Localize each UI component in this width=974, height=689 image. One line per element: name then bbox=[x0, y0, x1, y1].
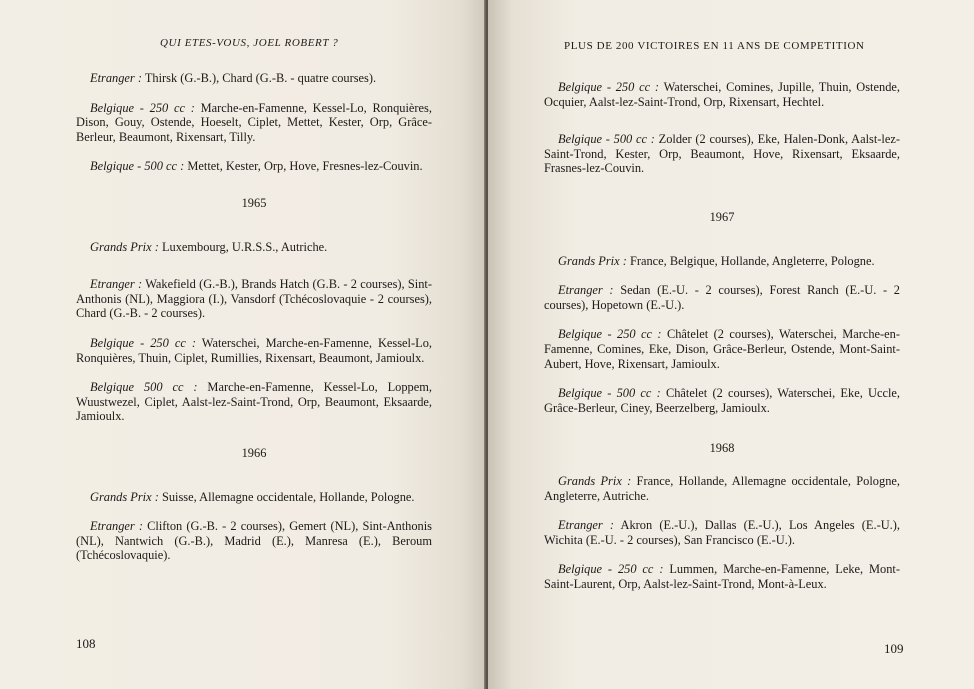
entry-text: France, Hollande, Allemagne occidentale, Pologne, Angleterre, Autriche. bbox=[544, 473, 900, 503]
entry-paragraph bbox=[544, 132, 900, 176]
year-heading-1967: 1967 bbox=[709, 209, 735, 224]
entry-paragraph bbox=[544, 474, 900, 503]
entry-paragraph bbox=[76, 159, 432, 174]
entry-text: Akron (E.-U.), Dallas (E.-U.), Los Angeles (E.-U.), Wichita (E.-U. - 2 courses), San Francisco (E.-U.). bbox=[544, 518, 900, 547]
entry-paragraph bbox=[76, 336, 432, 365]
entry-text: France, Belgique, Hollande, Angleterre, Pologne. bbox=[626, 253, 875, 268]
entry-label: Etranger : bbox=[90, 277, 143, 292]
entry-paragraph bbox=[76, 519, 432, 563]
entry-label: Grands Prix : bbox=[558, 473, 632, 488]
entry-text: Châtelet (2 courses), Waterschei, Marche-en-Famenne, Comines, Eke, Dison, Grâce-Berleur, Ostende, Mont-Saint-Aubert, Hove, Rixensart, Jamioulx. bbox=[544, 327, 900, 371]
year-heading-1965: 1965 bbox=[241, 195, 267, 210]
entry-paragraph bbox=[76, 490, 432, 505]
entry-label: Etranger : bbox=[90, 71, 142, 85]
entry-text: Clifton (G.-B. - 2 courses), Gemert (NL), Sint-Anthonis (NL), Nantwich (G.-B.), Madrid (E.), Manresa (E.), Beroum (Tchécoslovaquie). bbox=[76, 519, 433, 563]
entry-label: Belgique - 500 cc : bbox=[558, 132, 655, 147]
entry-paragraph bbox=[544, 562, 900, 591]
entry-paragraph bbox=[544, 386, 900, 415]
entry-label: Belgique - 250 cc : bbox=[558, 327, 662, 342]
entry-paragraph bbox=[76, 101, 432, 145]
entry-text: Châtelet (2 courses), Waterschei, Eke, Uccle, Grâce-Berleur, Ciney, Beerzelberg, Jamioulx. bbox=[544, 386, 900, 415]
entry-label: Grands Prix : bbox=[90, 239, 159, 254]
left-running-head: QUI ETES-VOUS, JOEL ROBERT ? bbox=[160, 37, 339, 49]
entry-text: Waterschei, Comines, Jupille, Thuin, Ostende, Ocquier, Aalst-lez-Saint-Trond, Orp, Rixensart, Hechtel. bbox=[544, 80, 900, 109]
entry-paragraph bbox=[544, 283, 900, 312]
year-heading-1966: 1966 bbox=[241, 445, 267, 460]
entry-label: Grands Prix : bbox=[90, 489, 159, 504]
right-page-body bbox=[544, 80, 900, 606]
entry-label: Etranger : bbox=[558, 518, 615, 533]
entry-paragraph bbox=[544, 254, 900, 269]
entry-paragraph bbox=[76, 277, 432, 321]
left-page-number: 108 bbox=[76, 636, 96, 651]
entry-label: Grands Prix : bbox=[558, 253, 627, 268]
entry-text: Thirsk (G.-B.), Chard (G.-B. - quatre courses). bbox=[141, 71, 377, 85]
left-page-body bbox=[76, 71, 432, 578]
entry-text: Sedan (E.-U. - 2 courses), Forest Ranch (E.-U. - 2 courses), Hopetown (E.-U.). bbox=[544, 283, 900, 312]
entry-label: Belgique - 250 cc : bbox=[90, 100, 195, 115]
entry-paragraph bbox=[76, 240, 432, 255]
entry-label: Belgique 500 cc : bbox=[90, 380, 198, 395]
entry-text: Suisse, Allemagne occidentale, Hollande, Pologne. bbox=[158, 489, 415, 504]
right-running-head: PLUS DE 200 VICTOIRES EN 11 ANS DE COMPETITION bbox=[564, 40, 865, 52]
entry-label: Etranger : bbox=[90, 519, 143, 534]
entry-label: Belgique - 500 cc : bbox=[558, 386, 661, 401]
left-page bbox=[0, 0, 486, 689]
entry-text: Wakefield (G.-B.), Brands Hatch (G.B. - 2 courses), Sint-Anthonis (NL), Maggiora (I.), Vansdorf (Tchécoslovaquie - 2 courses), Chard (G.-B. - 2 courses). bbox=[76, 277, 432, 321]
entry-label: Belgique - 250 cc : bbox=[90, 335, 196, 350]
right-page bbox=[488, 0, 974, 689]
entry-text: Lummen, Marche-en-Famenne, Leke, Mont-Saint-Laurent, Orp, Aalst-lez-Saint-Trond, Mont-à-Leux. bbox=[544, 562, 900, 591]
entry-label: Etranger : bbox=[558, 283, 614, 298]
entry-paragraph bbox=[76, 380, 432, 424]
year-heading-1968: 1968 bbox=[709, 441, 735, 456]
entry-text: Waterschei, Marche-en-Famenne, Kessel-Lo, Ronquières, Thuin, Ciplet, Rumillies, Rixensart, Beaumont, Jamioulx. bbox=[76, 335, 432, 365]
right-page-number: 109 bbox=[884, 641, 904, 656]
entry-text: Mettet, Kester, Orp, Hove, Fresnes-lez-Couvin. bbox=[184, 159, 423, 174]
entry-label: Belgique - 250 cc : bbox=[558, 562, 664, 577]
entry-text: Luxembourg, U.R.S.S., Autriche. bbox=[158, 239, 328, 254]
entry-paragraph bbox=[76, 71, 432, 86]
entry-text: Zolder (2 courses), Eke, Halen-Donk, Aalst-lez-Saint-Trond, Kester, Orp, Beaumont, Hove, Rixensart, Eksaarde, Frasnes-lez-Couvin. bbox=[544, 132, 900, 176]
entry-label: Belgique - 250 cc : bbox=[558, 80, 660, 94]
entry-paragraph bbox=[544, 518, 900, 547]
entry-label: Belgique - 500 cc : bbox=[90, 159, 185, 174]
entry-paragraph bbox=[544, 327, 900, 371]
entry-text: Marche-en-Famenne, Kessel-Lo, Ronquières, Dison, Gouy, Ostende, Hoeselt, Ciplet, Mettet, Kester, Orp, Grâce-Berleur, Beaumont, Rixensart, Tilly. bbox=[76, 100, 432, 144]
entry-text: Marche-en-Famenne, Kessel-Lo, Loppem, Wuustwezel, Ciplet, Aalst-lez-Saint-Trond, Orp, Beaumont, Eksaarde, Jamioulx. bbox=[76, 380, 432, 424]
entry-paragraph bbox=[544, 80, 900, 109]
